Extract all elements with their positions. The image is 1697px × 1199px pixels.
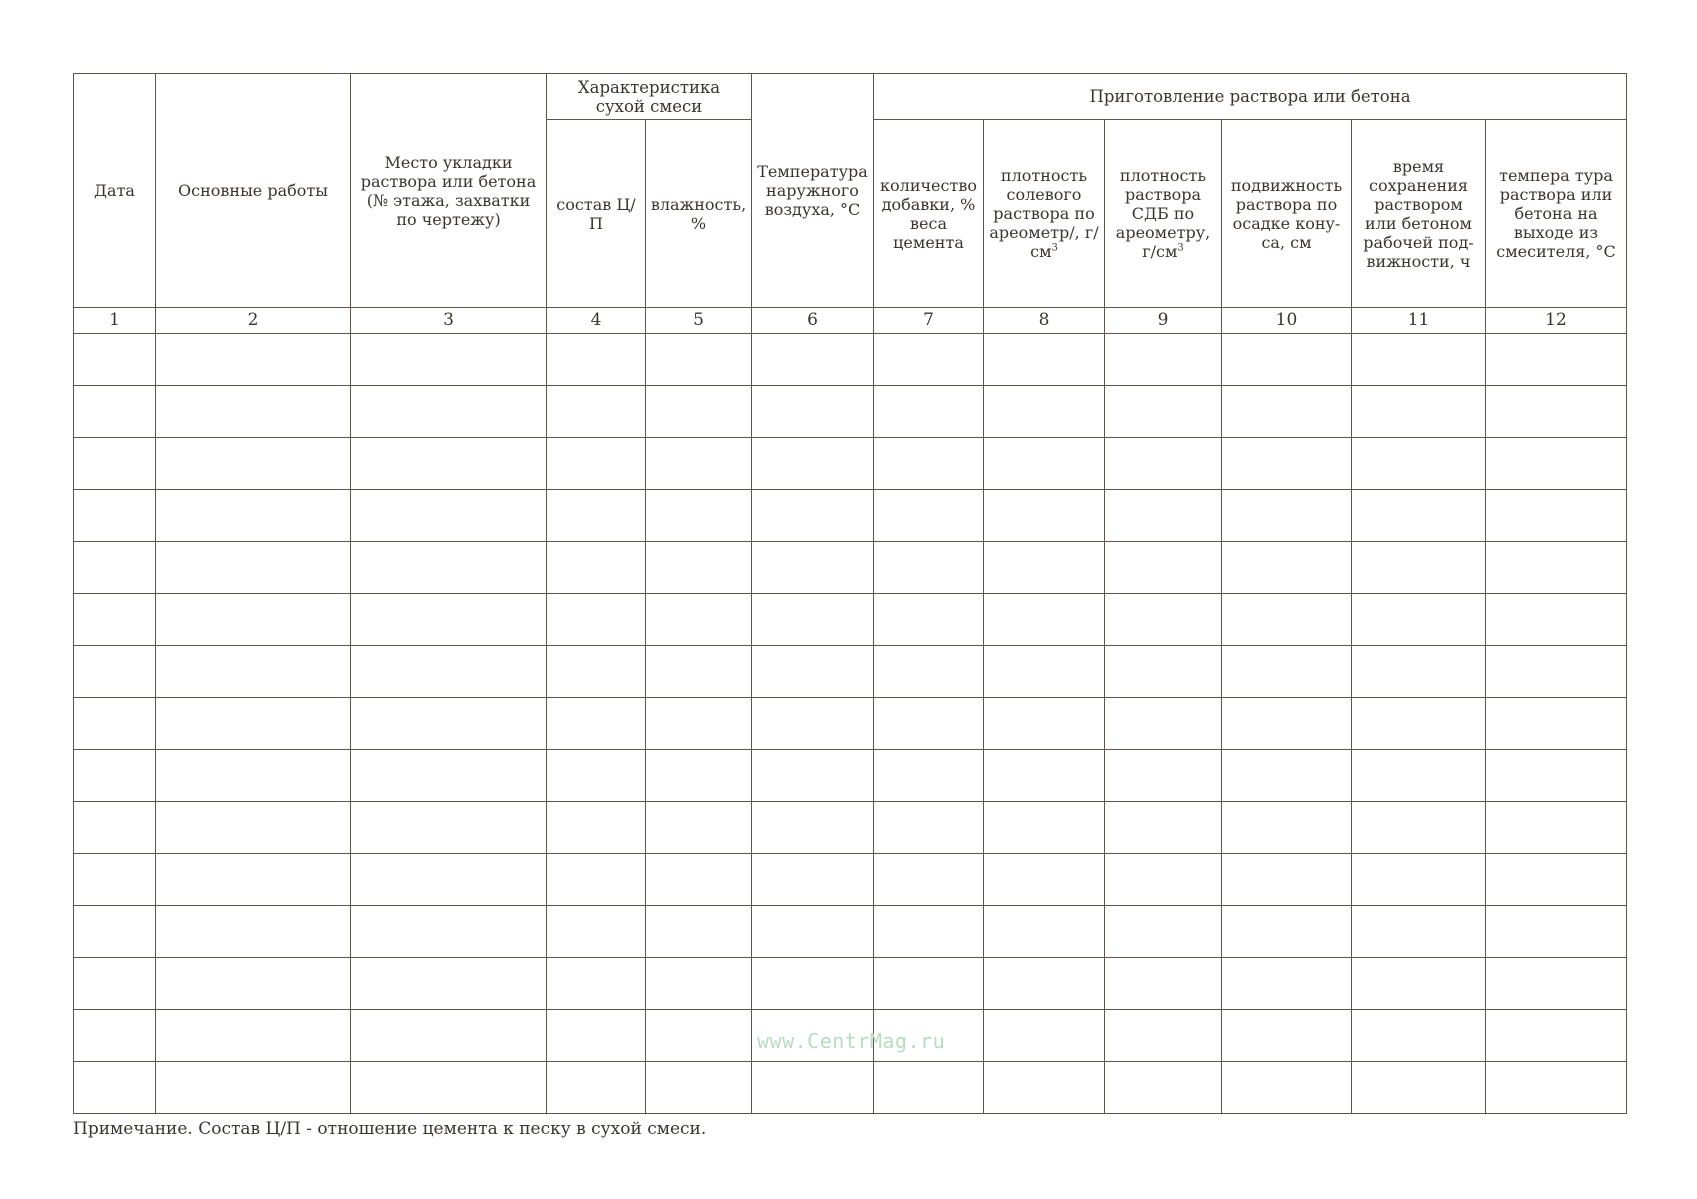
table-cell[interactable] <box>74 334 156 386</box>
table-cell[interactable] <box>984 438 1105 490</box>
column-number: 6 <box>752 308 874 334</box>
table-cell[interactable] <box>547 1062 646 1114</box>
table-cell[interactable] <box>1222 490 1352 542</box>
table-cell[interactable] <box>156 334 351 386</box>
header-salt-density <box>984 120 1105 308</box>
table-cell[interactable] <box>874 750 984 802</box>
table-cell[interactable] <box>752 386 874 438</box>
table-cell[interactable] <box>1486 334 1627 386</box>
table-cell[interactable] <box>351 802 547 854</box>
header-dry-mix-group: Характеристика сухой смеси <box>547 74 752 120</box>
table-cell[interactable] <box>1352 490 1486 542</box>
table-cell[interactable] <box>74 386 156 438</box>
table-cell[interactable] <box>1352 1062 1486 1114</box>
table-cell[interactable] <box>1222 750 1352 802</box>
watermark: www.CentrMag.ru <box>757 1029 946 1053</box>
table-cell[interactable] <box>1222 1062 1352 1114</box>
table-cell[interactable] <box>1105 438 1222 490</box>
header-additive-amount: количество добавки, % веса цемента <box>874 120 984 308</box>
table-cell[interactable] <box>646 698 752 750</box>
table-cell[interactable] <box>74 646 156 698</box>
table-row <box>74 750 1627 802</box>
table-cell[interactable] <box>1222 698 1352 750</box>
header-salt-density-text: плотность солевого раствора по ареометр/, г/см <box>989 166 1099 261</box>
table-cell[interactable] <box>1105 594 1222 646</box>
table-cell[interactable] <box>1105 1062 1222 1114</box>
table-cell[interactable] <box>752 646 874 698</box>
table-cell[interactable] <box>351 594 547 646</box>
table-cell[interactable] <box>1105 750 1222 802</box>
table-cell[interactable] <box>1486 958 1627 1010</box>
table-cell[interactable] <box>646 490 752 542</box>
table-cell[interactable] <box>547 906 646 958</box>
table-cell[interactable] <box>156 490 351 542</box>
table-cell[interactable] <box>646 906 752 958</box>
table-cell[interactable] <box>984 386 1105 438</box>
table-cell[interactable] <box>547 646 646 698</box>
table-row <box>74 1062 1627 1114</box>
table-cell[interactable] <box>646 646 752 698</box>
table-cell[interactable] <box>74 1062 156 1114</box>
table-cell[interactable] <box>1486 906 1627 958</box>
table-cell[interactable] <box>1222 594 1352 646</box>
table-cell[interactable] <box>984 906 1105 958</box>
table-cell[interactable] <box>1352 594 1486 646</box>
table-cell[interactable] <box>752 698 874 750</box>
table-cell[interactable] <box>752 334 874 386</box>
table-cell[interactable] <box>156 854 351 906</box>
table-cell[interactable] <box>547 334 646 386</box>
table-cell[interactable] <box>156 1062 351 1114</box>
table-cell[interactable] <box>752 854 874 906</box>
column-number-row <box>74 308 1627 334</box>
table-cell[interactable] <box>547 542 646 594</box>
table-cell[interactable] <box>74 594 156 646</box>
table-cell[interactable] <box>1486 438 1627 490</box>
table-cell[interactable] <box>156 646 351 698</box>
header-place: Место укладки раствора или бетона (№ этажа, захватки по чертежу) <box>351 74 547 308</box>
table-row <box>74 386 1627 438</box>
header-date: Дата <box>74 74 156 308</box>
table-cell[interactable] <box>156 386 351 438</box>
table-cell[interactable] <box>1352 438 1486 490</box>
table-cell[interactable] <box>1486 594 1627 646</box>
table-row <box>74 594 1627 646</box>
column-number: 5 <box>646 308 752 334</box>
table-cell[interactable] <box>74 750 156 802</box>
header-mobility: подвижность раствора по осадке кону-са, см <box>1222 120 1352 308</box>
table-cell[interactable] <box>874 906 984 958</box>
table-cell[interactable] <box>984 750 1105 802</box>
table-row <box>74 698 1627 750</box>
table-cell[interactable] <box>752 1062 874 1114</box>
table-cell[interactable] <box>547 594 646 646</box>
table-cell[interactable] <box>984 542 1105 594</box>
table-cell[interactable] <box>1352 334 1486 386</box>
table-row <box>74 854 1627 906</box>
table-cell[interactable] <box>646 854 752 906</box>
table-cell[interactable] <box>874 542 984 594</box>
column-number: 10 <box>1222 308 1352 334</box>
table-cell[interactable] <box>874 438 984 490</box>
table-cell[interactable] <box>646 334 752 386</box>
table-cell[interactable] <box>351 750 547 802</box>
column-number: 12 <box>1486 308 1627 334</box>
table-cell[interactable] <box>984 854 1105 906</box>
table-cell[interactable] <box>156 594 351 646</box>
column-number: 7 <box>874 308 984 334</box>
table-cell[interactable] <box>646 1010 752 1062</box>
table-cell[interactable] <box>1222 802 1352 854</box>
table-cell[interactable] <box>156 802 351 854</box>
table-cell[interactable] <box>1486 490 1627 542</box>
table-row <box>74 438 1627 490</box>
table-cell[interactable] <box>1222 1010 1352 1062</box>
table-cell[interactable] <box>74 1010 156 1062</box>
header-sdb-density-sup: 3 <box>1177 242 1184 254</box>
table-row <box>74 646 1627 698</box>
work-log-table <box>73 73 1627 1114</box>
table-cell[interactable] <box>74 958 156 1010</box>
column-number: 9 <box>1105 308 1222 334</box>
table-cell[interactable] <box>74 698 156 750</box>
table-row <box>74 490 1627 542</box>
table-cell[interactable] <box>752 958 874 1010</box>
table-cell[interactable] <box>547 1010 646 1062</box>
table-cell[interactable] <box>1486 1010 1627 1062</box>
table-cell[interactable] <box>1105 542 1222 594</box>
column-number: 1 <box>74 308 156 334</box>
table-cell[interactable] <box>984 646 1105 698</box>
table-cell[interactable] <box>74 490 156 542</box>
table-cell[interactable] <box>1105 802 1222 854</box>
table-cell[interactable] <box>1105 386 1222 438</box>
column-number: 11 <box>1352 308 1486 334</box>
table-cell[interactable] <box>1222 646 1352 698</box>
table-cell[interactable] <box>351 1062 547 1114</box>
header-sdb-density <box>1105 120 1222 308</box>
header-salt-density-sup: 3 <box>1051 242 1058 254</box>
table-cell[interactable] <box>1222 386 1352 438</box>
table-cell[interactable] <box>156 906 351 958</box>
header-composition: состав Ц/П <box>547 120 646 308</box>
table-cell[interactable] <box>1222 438 1352 490</box>
table-cell[interactable] <box>156 1010 351 1062</box>
header-retention-time: время сохранения раствором или бетоном рабочей под-вижности, ч <box>1352 120 1486 308</box>
table-cell[interactable] <box>547 386 646 438</box>
table-cell[interactable] <box>646 750 752 802</box>
table-cell[interactable] <box>874 334 984 386</box>
column-number: 3 <box>351 308 547 334</box>
table-cell[interactable] <box>1352 542 1486 594</box>
table-cell[interactable] <box>1352 906 1486 958</box>
header-main-works: Основные работы <box>156 74 351 308</box>
column-number: 4 <box>547 308 646 334</box>
table-row <box>74 906 1627 958</box>
table-cell[interactable] <box>1105 854 1222 906</box>
table-cell[interactable] <box>984 1010 1105 1062</box>
table-cell[interactable] <box>1352 802 1486 854</box>
table-cell[interactable] <box>547 854 646 906</box>
table-cell[interactable] <box>547 958 646 1010</box>
table-cell[interactable] <box>1105 906 1222 958</box>
table-cell[interactable] <box>646 594 752 646</box>
table-cell[interactable] <box>874 594 984 646</box>
table-cell[interactable] <box>547 698 646 750</box>
table-cell[interactable] <box>1222 334 1352 386</box>
table-cell[interactable] <box>1352 750 1486 802</box>
table-cell[interactable] <box>351 1010 547 1062</box>
table-cell[interactable] <box>547 490 646 542</box>
table-cell[interactable] <box>1486 802 1627 854</box>
table-cell[interactable] <box>1222 906 1352 958</box>
table-cell[interactable] <box>1486 542 1627 594</box>
table-cell[interactable] <box>1352 698 1486 750</box>
table-cell[interactable] <box>984 958 1105 1010</box>
table-cell[interactable] <box>1352 1010 1486 1062</box>
table-cell[interactable] <box>646 802 752 854</box>
table-row <box>74 542 1627 594</box>
column-number: 8 <box>984 308 1105 334</box>
table-cell[interactable] <box>752 438 874 490</box>
table-cell[interactable] <box>752 594 874 646</box>
table-cell[interactable] <box>1486 386 1627 438</box>
table-cell[interactable] <box>547 802 646 854</box>
table-cell[interactable] <box>351 906 547 958</box>
table-cell[interactable] <box>1486 1062 1627 1114</box>
table-cell[interactable] <box>351 438 547 490</box>
table-cell[interactable] <box>74 542 156 594</box>
table-cell[interactable] <box>874 1062 984 1114</box>
table-cell[interactable] <box>984 698 1105 750</box>
table-cell[interactable] <box>156 542 351 594</box>
table-cell[interactable] <box>984 490 1105 542</box>
table-cell[interactable] <box>874 646 984 698</box>
table-cell[interactable] <box>351 334 547 386</box>
table-cell[interactable] <box>1105 1010 1222 1062</box>
table-cell[interactable] <box>646 1062 752 1114</box>
table-cell[interactable] <box>984 334 1105 386</box>
table-cell[interactable] <box>1352 386 1486 438</box>
table-body <box>74 334 1627 1114</box>
table-cell[interactable] <box>984 1062 1105 1114</box>
table-cell[interactable] <box>547 438 646 490</box>
table-cell[interactable] <box>984 802 1105 854</box>
table-cell[interactable] <box>752 750 874 802</box>
table-cell[interactable] <box>646 438 752 490</box>
header-sdb-density-text: плотность раствора СДБ по ареометру, г/см <box>1115 166 1211 261</box>
table-cell[interactable] <box>1486 750 1627 802</box>
table-cell[interactable] <box>1352 958 1486 1010</box>
table-cell[interactable] <box>984 594 1105 646</box>
table-cell[interactable] <box>752 906 874 958</box>
table-cell[interactable] <box>646 386 752 438</box>
table-cell[interactable] <box>1352 646 1486 698</box>
table-row <box>74 958 1627 1010</box>
table-cell[interactable] <box>1486 698 1627 750</box>
table-cell[interactable] <box>646 542 752 594</box>
table-cell[interactable] <box>874 386 984 438</box>
table-cell[interactable] <box>1105 646 1222 698</box>
table-cell[interactable] <box>1486 854 1627 906</box>
table-cell[interactable] <box>156 750 351 802</box>
table-cell[interactable] <box>547 750 646 802</box>
table-cell[interactable] <box>874 802 984 854</box>
table-cell[interactable] <box>752 802 874 854</box>
table-cell[interactable] <box>874 958 984 1010</box>
table-cell[interactable] <box>1222 542 1352 594</box>
table-cell[interactable] <box>1352 854 1486 906</box>
table-cell[interactable] <box>1222 854 1352 906</box>
table-cell[interactable] <box>351 386 547 438</box>
table-cell[interactable] <box>1222 958 1352 1010</box>
table-cell[interactable] <box>646 958 752 1010</box>
table-cell[interactable] <box>1105 334 1222 386</box>
table-cell[interactable] <box>351 854 547 906</box>
table-cell[interactable] <box>752 542 874 594</box>
table-cell[interactable] <box>74 906 156 958</box>
table-cell[interactable] <box>1486 646 1627 698</box>
table-cell[interactable] <box>874 698 984 750</box>
table-cell[interactable] <box>351 698 547 750</box>
table-cell[interactable] <box>752 490 874 542</box>
column-number: 2 <box>156 308 351 334</box>
header-preparation-group: Приготовление раствора или бетона <box>874 74 1627 120</box>
table-cell[interactable] <box>351 958 547 1010</box>
table-cell[interactable] <box>74 802 156 854</box>
table-cell[interactable] <box>874 854 984 906</box>
table-cell[interactable] <box>351 542 547 594</box>
table-cell[interactable] <box>1105 490 1222 542</box>
header-humidity: влажность, % <box>646 120 752 308</box>
table-cell[interactable] <box>351 646 547 698</box>
table-row <box>74 334 1627 386</box>
table-cell[interactable] <box>351 490 547 542</box>
table-cell[interactable] <box>156 958 351 1010</box>
table-cell[interactable] <box>874 490 984 542</box>
header-air-temp: Температура наружного воздуха, °С <box>752 74 874 308</box>
table-cell[interactable] <box>1105 958 1222 1010</box>
header-mix-temp: темпера тура раствора или бетона на выходе из смесителя, °С <box>1486 120 1627 308</box>
table-cell[interactable] <box>156 698 351 750</box>
table-cell[interactable] <box>156 438 351 490</box>
table-cell[interactable] <box>74 854 156 906</box>
table-row <box>74 802 1627 854</box>
table-cell[interactable] <box>1105 698 1222 750</box>
footnote: Примечание. Состав Ц/П - отношение цемента к песку в сухой смеси. <box>73 1119 707 1139</box>
table-cell[interactable] <box>74 438 156 490</box>
